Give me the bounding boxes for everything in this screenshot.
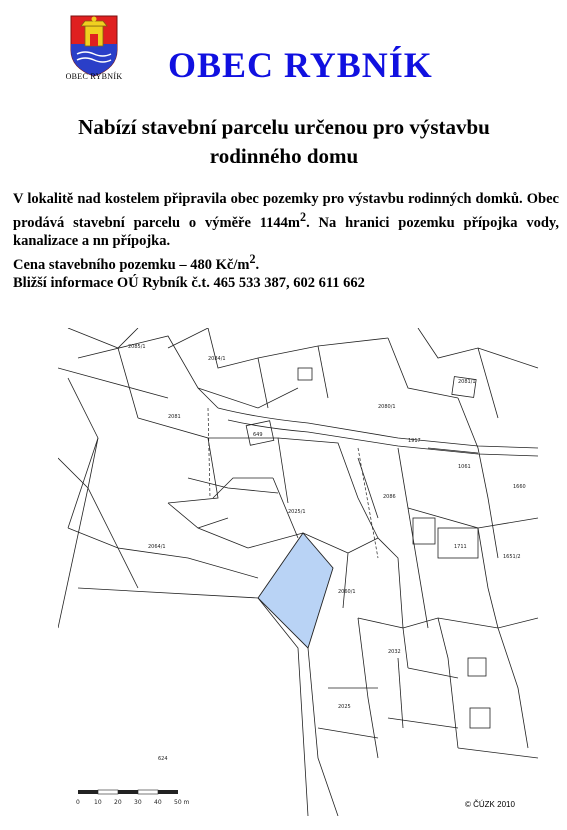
scale-label: 40 <box>154 799 162 806</box>
parcel-label: 624 <box>158 756 168 762</box>
parcel-label: 2085/1 <box>128 344 146 350</box>
headline <box>30 113 538 171</box>
cadastral-map <box>58 328 548 816</box>
scale-label: 10 <box>94 799 102 806</box>
scale-label: 0 <box>76 799 80 806</box>
parcel-label: 2081 <box>168 414 181 420</box>
parcel-label: 1061 <box>458 464 471 470</box>
contact-line: Bližší informace OÚ Rybník č.t. 465 533 387, 602 611 662 <box>13 274 365 291</box>
parcel-label: 2060/1 <box>338 589 356 595</box>
scale-label: 20 <box>114 799 122 806</box>
scale-label: 30 <box>134 799 142 806</box>
parcel-label: 2064/1 <box>148 544 166 550</box>
parcel-label: 1660 <box>513 484 526 490</box>
price-text: Cena stavebního pozemku – 480 Kč/m <box>13 256 250 273</box>
offer-paragraph-end: . Na hranici pozemku přípojka vody, kanalizace a nn přípojka. <box>13 214 560 249</box>
parcel-label: 1917 <box>408 438 421 444</box>
crest-caption: OBEC RYBNÍK <box>65 72 123 81</box>
parcel-label-group <box>128 344 526 762</box>
parcel-label: 2025 <box>338 704 351 710</box>
scale-label: 50 m <box>174 799 190 806</box>
page-title: OBEC RYBNÍK <box>168 45 433 85</box>
scale-bar <box>74 786 210 816</box>
parcel-label: 2086 <box>383 494 396 500</box>
parcel-label: 1651/2 <box>503 554 521 560</box>
parcel-label: 2025/1 <box>288 509 306 515</box>
headline-line-1: Nabízí stavební parcelu určenou pro výstavbu <box>78 115 490 139</box>
offer-paragraph <box>13 190 559 250</box>
parcel-label: 649 <box>253 432 263 438</box>
area-unit-superscript: 2 <box>300 210 307 224</box>
price-unit-superscript: 2 <box>249 251 256 266</box>
price-end: . <box>255 256 260 273</box>
price-line <box>13 250 559 274</box>
parcel-label: 2032 <box>388 649 401 655</box>
headline-line-2: rodinného domu <box>209 144 359 168</box>
offer-paragraph-start: V lokalitě nad kostelem připravila obec pozemky pro výstavbu rodinných domků. Obec prodává stavební parcelu o výměře 1144m <box>13 191 559 231</box>
parcel-label: 1711 <box>454 544 467 550</box>
parcel-label: 2084/1 <box>208 356 226 362</box>
parcel-label: 2081/1 <box>458 379 476 385</box>
parcel-label: 2080/1 <box>378 404 396 410</box>
parcel-for-sale <box>258 533 333 648</box>
map-copyright: © ČÚZK 2010 <box>465 800 515 809</box>
offer-text <box>13 190 559 292</box>
